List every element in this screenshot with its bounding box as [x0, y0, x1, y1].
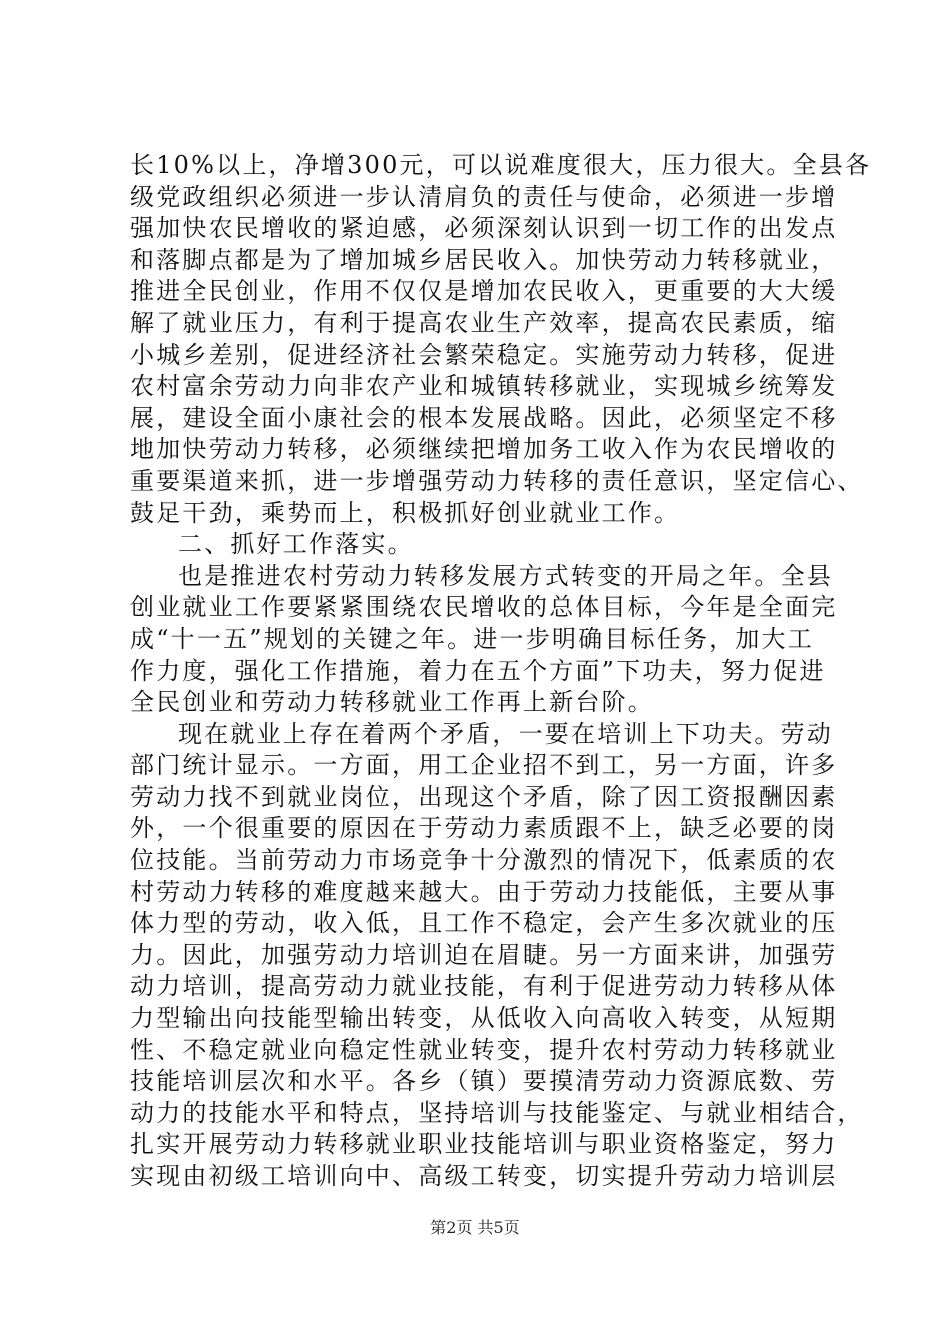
text-line: 地加快劳动力转移，必须继续把增加务工收入作为农民增收的: [130, 435, 838, 464]
text-line: 鼓足干劲，乘势而上，积极抓好创业就业工作。: [130, 498, 681, 527]
text-line: 实现由初级工培训向中、高级工转变，切实提升劳动力培训层: [130, 1162, 838, 1190]
text-line: 重要渠道来抓，进一步增强劳动力转移的责任意识，坚定信心、: [130, 466, 864, 495]
text-line: 扎实开展劳动力转移就业职业技能培训与职业资格鉴定，努力: [130, 1130, 838, 1159]
text-line: 长10%以上，净增300元，可以说难度很大，压力很大。全县各: [130, 151, 872, 179]
text-line: 二、抓好工作落实。: [178, 530, 414, 559]
text-line: 级党政组织必须进一步认清肩负的责任与使命，必须进一步增: [130, 182, 838, 211]
page-number-footer: 第2页 共5页: [430, 1218, 520, 1237]
text-line: 外，一个很重要的原因在于劳动力素质跟不上，缺乏必要的岗: [130, 814, 838, 843]
text-line: 农村富余劳动力向非农产业和城镇转移就业，实现城乡统筹发: [130, 372, 838, 401]
text-line: 和落脚点都是为了增加城乡居民收入。加快劳动力转移就业，: [130, 245, 838, 274]
text-line: 成“十一五”规划的关键之年。进一步明确目标任务，加大工: [130, 624, 814, 653]
text-line: 力型输出向技能型输出转变，从低收入向高收入转变，从短期: [130, 1004, 838, 1033]
text-line: 力。因此，加强劳动力培训迫在眉睫。另一方面来讲，加强劳: [130, 940, 838, 969]
text-line: 部门统计显示。一方面，用工企业招不到工，另一方面，许多: [130, 751, 838, 780]
text-line: 性、不稳定就业向稳定性就业转变，提升农村劳动力转移就业: [130, 1035, 838, 1064]
text-line: 全民创业和劳动力转移就业工作再上新台阶。: [130, 688, 654, 717]
text-line: 现在就业上存在着两个矛盾，一要在培训上下功夫。劳动: [178, 719, 833, 748]
text-line: 作力度，强化工作措施，着力在五个方面”下功夫，努力促进: [130, 656, 826, 685]
text-line: 动力培训，提高劳动力就业技能，有利于促进劳动力转移从体: [130, 972, 838, 1001]
text-line: 体力型的劳动，收入低，且工作不稳定，会产生多次就业的压: [130, 909, 838, 938]
text-line: 动力的技能水平和特点，坚持培训与技能鉴定、与就业相结合，: [130, 1098, 864, 1127]
text-line: 创业就业工作要紧紧围绕农民增收的总体目标，今年是全面完: [130, 593, 838, 622]
text-line: 村劳动力转移的难度越来越大。由于劳动力技能低，主要从事: [130, 877, 838, 906]
text-line: 小城乡差别，促进经济社会繁荣稳定。实施劳动力转移，促进: [130, 340, 838, 369]
text-line: 强加快农民增收的紧迫感，必须深刻认识到一切工作的出发点: [130, 214, 838, 243]
text-line: 解了就业压力，有利于提高农业生产效率，提高农民素质，缩: [130, 308, 838, 337]
text-line: 技能培训层次和水平。各乡（镇）要摸清劳动力资源底数、劳: [130, 1067, 838, 1096]
document-body: [130, 150, 872, 1193]
text-line: 劳动力找不到就业岗位，出现这个矛盾，除了因工资报酬因素: [130, 782, 838, 811]
text-line: 推进全民创业，作用不仅仅是增加农民收入，更重要的大大缓: [130, 277, 838, 306]
text-line: 展，建设全面小康社会的根本发展战略。因此，必须坚定不移: [130, 403, 838, 432]
text-line: 位技能。当前劳动力市场竞争十分激烈的情况下，低素质的农: [130, 846, 838, 875]
text-line: 也是推进农村劳动力转移发展方式转变的开局之年。全县: [178, 561, 833, 590]
